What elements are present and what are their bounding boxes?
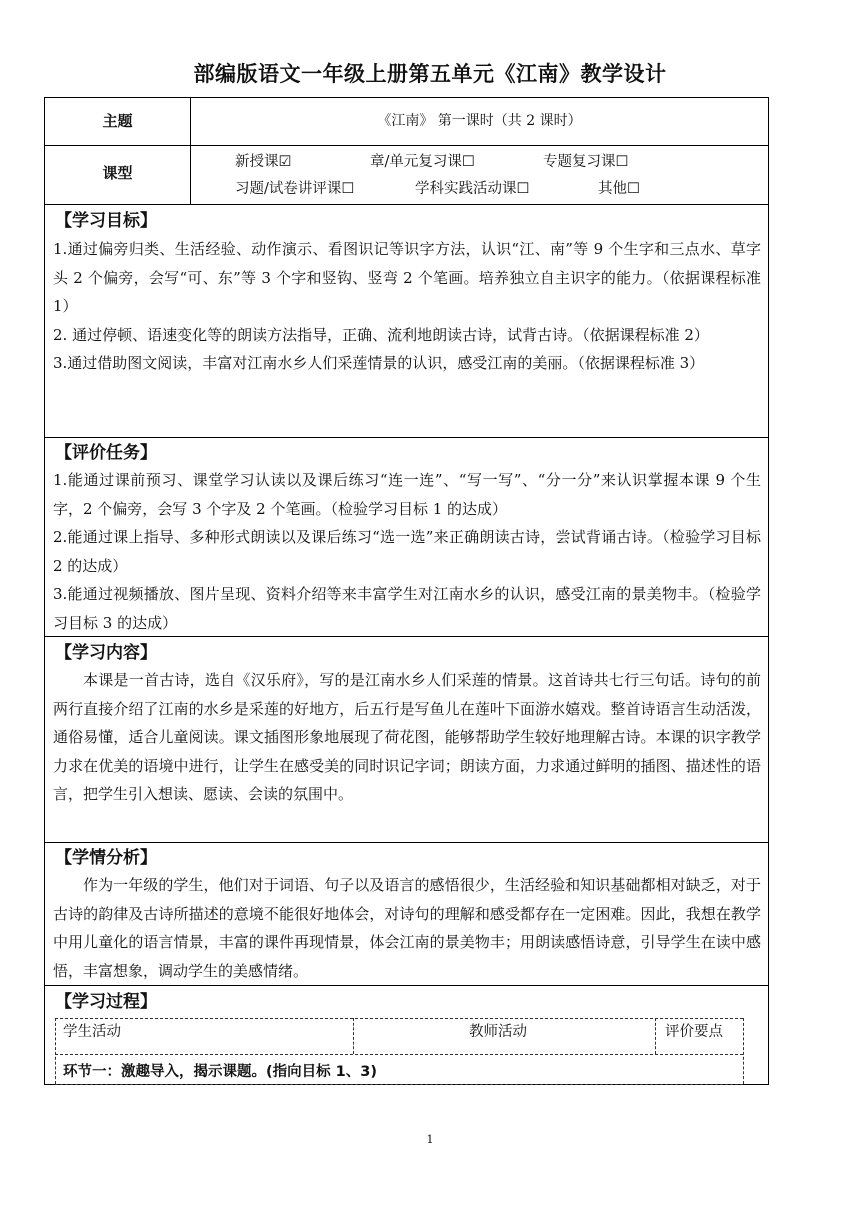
evaluation-heading: 【评价任务】: [55, 443, 157, 463]
page-number: 1: [426, 1133, 434, 1146]
col-teacher-activity: 教师活动: [469, 1024, 527, 1040]
dashed-border: [353, 1018, 354, 1054]
dashed-border: [55, 1018, 56, 1084]
process-table: [55, 1018, 743, 1078]
dashed-border: [55, 1018, 743, 1019]
topic-value: 《江南》 第一课时（共 2 课时）: [377, 113, 582, 129]
evaluation-item: 3.能通过视频播放、图片呈现、资料介绍等来丰富学生对江南水乡的认识，感受江南的景美物丰。（检验学习目标 3 的达成）: [53, 585, 761, 632]
document-title: 部编版语文一年级上册第五单元《江南》教学设计: [193, 62, 667, 86]
lesson-type-options-row2: [45, 177, 768, 199]
dashed-border: [55, 1084, 743, 1085]
option-other: 其他☐: [598, 181, 640, 197]
analysis-text: 作为一年级的学生，他们对于词语、句子以及语言的感悟很少，生活经验和知识基础都相对缺乏，对于古诗的韵律及古诗所描述的意境不能很好地体会，对诗句的理解和感受都存在一定困难。因此，我想在教学中用儿童化的语言情景，丰富的课件再现情景，体会江南的景美物丰；用朗读感悟诗意，引导学生在读中感悟，丰富想象，调动学生的美感情绪。: [53, 876, 761, 980]
lesson-plan-table: [44, 97, 769, 1085]
lesson-type-options-row1: [45, 150, 768, 172]
option-new-lesson: 新授课☑: [235, 154, 292, 170]
objectives-list: [53, 235, 761, 378]
content-text: 本课是一首古诗，选自《汉乐府》，写的是江南水乡人们采莲的情景。这首诗共七行三句话。诗句的前两行直接介绍了江南的水乡是采莲的好地方，后五行是写鱼儿在莲叶下面游水嬉戏。整首诗语言生动活泼，通俗易懂，适合儿童阅读。课文插图形象地展现了荷花图，能够帮助学生较好地理解古诗。本课的识字教学力求在优美的语境中进行，让学生在感受美的同时识记字词；朗读方面，力求通过鲜明的插图、描述性的语言，把学生引入想读、愿读、会读的氛围中。: [53, 671, 761, 804]
objective-item: 2. 通过停顿、语速变化等的朗读方法指导，正确、流利地朗读古诗，试背古诗。（依据课程标准 2）: [53, 325, 709, 344]
option-practice-activity: 学科实践活动课☐: [415, 181, 530, 197]
row-divider: [45, 145, 768, 146]
evaluation-item: 2.能通过课上指导、多种形式朗读以及课后练习“选一选”来正确朗读古诗，尝试背诵古诗。（检验学习目标 2 的达成）: [53, 528, 761, 575]
option-exercise-review: 习题/试卷讲评课☐: [235, 181, 355, 197]
analysis-section: [53, 871, 761, 985]
analysis-heading: 【学情分析】: [55, 848, 157, 868]
step-one: 环节一：激趣导入，揭示课题。(指向目标 1、3): [63, 1064, 377, 1080]
evaluation-list: [53, 466, 761, 638]
lesson-type-label: 课型: [102, 164, 133, 182]
topic-label: 主题: [102, 112, 133, 130]
objective-item: 3.通过借助图文阅读，丰富对江南水乡人们采莲情景的认识，感受江南的美丽。（依据课程标准 3）: [53, 354, 705, 373]
col-evaluation-points: 评价要点: [665, 1024, 723, 1040]
process-heading: 【学习过程】: [55, 992, 157, 1012]
content-heading: 【学习内容】: [55, 643, 157, 663]
col-student-activity: 学生活动: [63, 1024, 121, 1040]
row-divider: [45, 204, 768, 205]
dashed-border: [743, 1018, 744, 1084]
dashed-border: [55, 1054, 743, 1055]
option-unit-review: 章/单元复习课☐: [370, 154, 475, 170]
content-section: [53, 666, 761, 809]
evaluation-item: 1.能通过课前预习、课堂学习认读以及课后练习“连一连”、“写一写”、“分一分”来认识掌握本课 9 个生字，2 个偏旁，会写 3 个字及 2 个笔画。（检验学习目标 1 的达成）: [53, 471, 761, 518]
objectives-heading: 【学习目标】: [55, 211, 157, 231]
objective-item: 1.通过偏旁归类、生活经验、动作演示、看图识记等识字方法，认识“江、南”等 9 个生字和三点水、草字头 2 个偏旁，会写“可、东”等 3 个字和竖钩、竖弯 2 个笔画。培养独立自主识字的能力。（依据课程标准 1）: [53, 240, 761, 316]
option-topic-review: 专题复习课☐: [543, 154, 629, 170]
dashed-border: [655, 1018, 656, 1054]
